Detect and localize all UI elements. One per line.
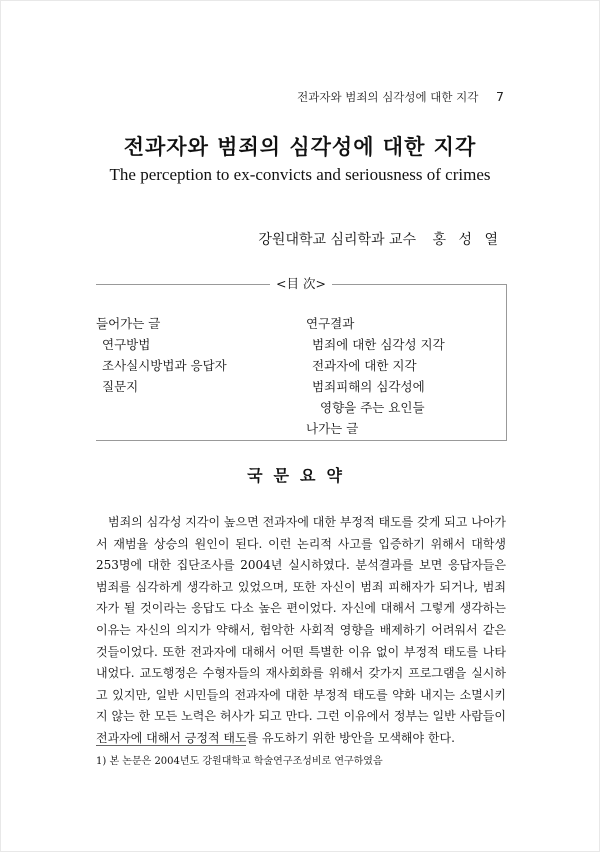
toc-item: 범죄피해의 심각성에 — [312, 379, 425, 394]
toc-item: 전과자에 대한 지각 — [312, 358, 417, 373]
table-of-contents — [96, 276, 507, 441]
toc-item: 연구결과 — [306, 316, 355, 331]
toc-right-column — [306, 313, 445, 439]
author-line — [258, 229, 502, 249]
running-header-title: 전과자와 범죄의 심각성에 대한 지각 — [297, 90, 479, 104]
toc-item: 조사실시방법과 응답자 — [102, 358, 227, 373]
toc-item: 범죄에 대한 심각성 지각 — [312, 337, 445, 352]
toc-item: 영향을 주는 요인들 — [320, 400, 425, 415]
toc-item: 나가는 글 — [306, 421, 359, 436]
paper-subtitle-english: The perception to ex-convicts and seriousness of crimes — [109, 165, 491, 184]
abstract-heading: 국문요약 — [247, 466, 353, 485]
toc-left-column — [96, 313, 227, 397]
running-header — [297, 89, 504, 105]
footnote-divider — [96, 745, 246, 746]
toc-item: 연구방법 — [102, 337, 151, 352]
author-name: 홍 성 열 — [432, 232, 502, 248]
paper-title: 전과자와 범죄의 심각성에 대한 지각 — [123, 134, 477, 159]
page-number: 7 — [496, 89, 504, 104]
abstract-body: 범죄의 심각성 지각이 높으면 전과자에 대한 부정적 태도를 갖게 되고 나아가서 재범율 상승의 원인이 된다. 이런 논리적 사고를 입증하기 위해서 대학생 253명에 대한 집단조사를 2004년 실시하였다. 분석결과를 보면 응답자들은 범죄를 심각하게 생각하고 있었으며, 또한 자신이 범죄 피해자가 되거나, 범죄자가 될 것이라는 응답도 다소 높은 편이었다. 자신에 대해서 그렇게 생각하는 이유는 자신의 의지가 약해서, 험악한 사회적 영향을 배제하기 어려워서 같은 것들이었다. 또한 전과자에 대해서 어떤 특별한 이유 없이 부정적 태도를 나타내었다. 교도행정은 수형자들의 재사회화를 위해서 갖가지 프로그램을 실시하고 있지만, 일반 시민들의 전과자에 대한 부정적 태도를 약화 내지는 소멸시키지 않는 한 모든 노력은 허사가 되고 만다. 그런 이유에서 정부는 일반 사람들이 전과자에 대해서 긍정적 태도를 유도하기 위한 방안을 모색해야 한다. — [96, 515, 506, 745]
author-affiliation: 강원대학교 심리학과 교수 — [258, 232, 417, 248]
footnote: 1) 본 논문은 2004년도 강원대학교 학술연구조성비로 연구하였음 — [96, 756, 383, 767]
toc-item: 들어가는 글 — [96, 316, 161, 331]
toc-title: <目 次> — [96, 275, 506, 293]
toc-item: 질문지 — [102, 379, 139, 394]
